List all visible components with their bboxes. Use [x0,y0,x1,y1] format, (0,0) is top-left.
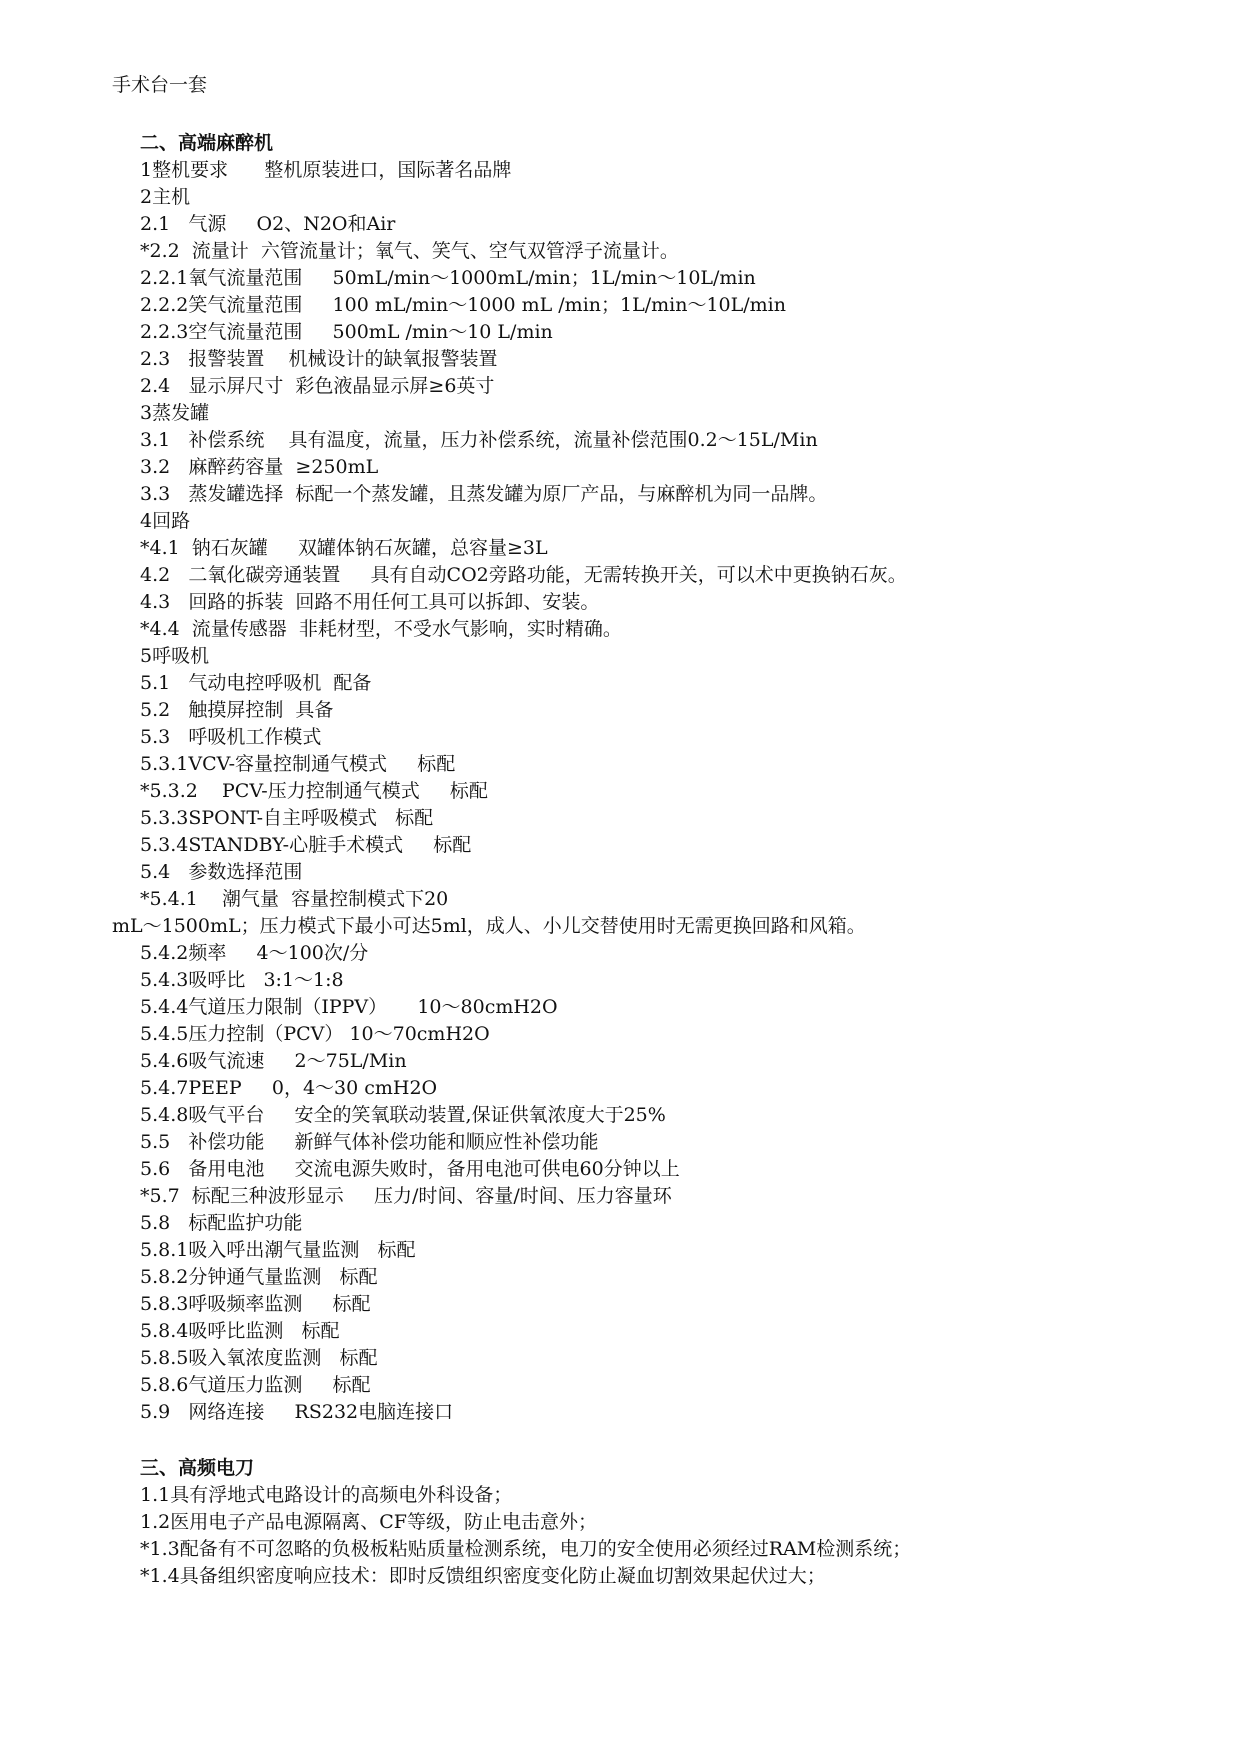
spec-line: *5.7 标配三种波形显示 压力/时间、容量/时间、压力容量环 [140,1185,672,1207]
spec-line: 2.4 显示屏尺寸 彩色液晶显示屏≥6英寸 [140,375,495,397]
spec-line: 5.3.4STANDBY-心脏手术模式 标配 [140,834,472,856]
spec-line: *4.4 流量传感器 非耗材型，不受水气影响，实时精确。 [140,618,622,640]
spec-line: 5.3.1VCV-容量控制通气模式 标配 [140,753,456,775]
top-line: 手术台一套 [112,74,208,96]
spec-line: 5.1 气动电控呼吸机 配备 [140,672,372,694]
spec-line: 1整机要求 整机原装进口，国际著名品牌 [140,159,512,181]
spec-line: 5.8.6气道压力监测 标配 [140,1374,371,1396]
spec-line: *1.3配备有不可忽略的负极板粘贴质量检测系统，电刀的安全使用必须经过RAM检测系统； [140,1538,912,1560]
spec-line: 5.8.2分钟通气量监测 标配 [140,1266,378,1288]
spec-line: 3.2 麻醉药容量 ≥250mL [140,456,379,478]
spec-line: 5.4.2频率 4～100次/分 [140,942,369,964]
spec-line: 5.8.5吸入氧浓度监测 标配 [140,1347,378,1369]
spec-line: 5.4.5压力控制（PCV） 10～70cmH2O [140,1023,490,1045]
spec-line: 5.3 呼吸机工作模式 [140,726,322,748]
spec-line: 5.9 网络连接 RS232电脑连接口 [140,1401,454,1423]
spec-line-wrap: mL～1500mL；压力模式下最小可达5ml，成人、小儿交替使用时无需更换回路和风箱。 [112,915,866,937]
spec-line: 3.3 蒸发罐选择 标配一个蒸发罐，且蒸发罐为原厂产品，与麻醉机为同一品牌。 [140,483,828,505]
spec-line: 4.2 二氧化碳旁通装置 具有自动CO2旁路功能，无需转换开关，可以术中更换钠石灰。 [140,564,907,586]
spec-line: *5.3.2 PCV-压力控制通气模式 标配 [140,780,488,802]
spec-line: 2主机 [140,186,191,208]
spec-line: 2.3 报警装置 机械设计的缺氧报警装置 [140,348,498,370]
spec-line: 2.1 气源 O2、N2O和Air [140,213,396,235]
spec-line: 5.8.4吸呼比监测 标配 [140,1320,340,1342]
spec-line: 1.2医用电子产品电源隔离、CF等级，防止电击意外； [140,1511,597,1533]
spec-line: 3蒸发罐 [140,402,210,424]
spec-line: 5.8 标配监护功能 [140,1212,303,1234]
spec-line: 5.4.8吸气平台 安全的笑氧联动装置,保证供氧浓度大于25% [140,1104,666,1126]
spec-line: 1.1具有浮地式电路设计的高频电外科设备； [140,1484,513,1506]
spec-line: 3.1 补偿系统 具有温度，流量，压力补偿系统，流量补偿范围0.2～15L/Min [140,429,818,451]
spec-line: 2.2.3空气流量范围 500mL /min～10 L/min [140,321,553,343]
spec-line: *5.4.1 潮气量 容量控制模式下20 [140,888,449,910]
spec-line: 5呼吸机 [140,645,210,667]
spec-line: 5.4.7PEEP 0，4～30 cmH2O [140,1077,438,1099]
spec-line: *4.1 钠石灰罐 双罐体钠石灰罐，总容量≥3L [140,537,548,559]
spec-line: 5.6 备用电池 交流电源失败时，备用电池可供电60分钟以上 [140,1158,680,1180]
section-2-heading: 二、高端麻醉机 [140,132,274,154]
spec-line: 5.4 参数选择范围 [140,861,303,883]
spec-line: 5.4.3吸呼比 3:1～1:8 [140,969,344,991]
spec-line: 5.5 补偿功能 新鲜气体补偿功能和顺应性补偿功能 [140,1131,599,1153]
section-3-heading: 三、高频电刀 [140,1457,255,1479]
spec-line: 2.2.1氧气流量范围 50mL/min～1000mL/min；1L/min～10L/min [140,267,756,289]
spec-line: 5.8.1吸入呼出潮气量监测 标配 [140,1239,416,1261]
spec-line: 2.2.2笑气流量范围 100 mL/min～1000 mL /min；1L/min～10L/min [140,294,786,316]
spec-line: *1.4具备组织密度响应技术：即时反馈组织密度变化防止凝血切割效果起伏过大； [140,1565,826,1587]
spec-line: 4回路 [140,510,191,532]
spec-line: 4.3 回路的拆装 回路不用任何工具可以拆卸、安装。 [140,591,600,613]
spec-line: 5.4.6吸气流速 2～75L/Min [140,1050,407,1072]
spec-line: 5.3.3SPONT-自主呼吸模式 标配 [140,807,434,829]
spec-line: 5.8.3呼吸频率监测 标配 [140,1293,371,1315]
spec-line: 5.4.4气道压力限制（IPPV） 10～80cmH2O [140,996,558,1018]
spec-line: *2.2 流量计 六管流量计；氧气、笑气、空气双管浮子流量计。 [140,240,679,262]
spec-line: 5.2 触摸屏控制 具备 [140,699,334,721]
